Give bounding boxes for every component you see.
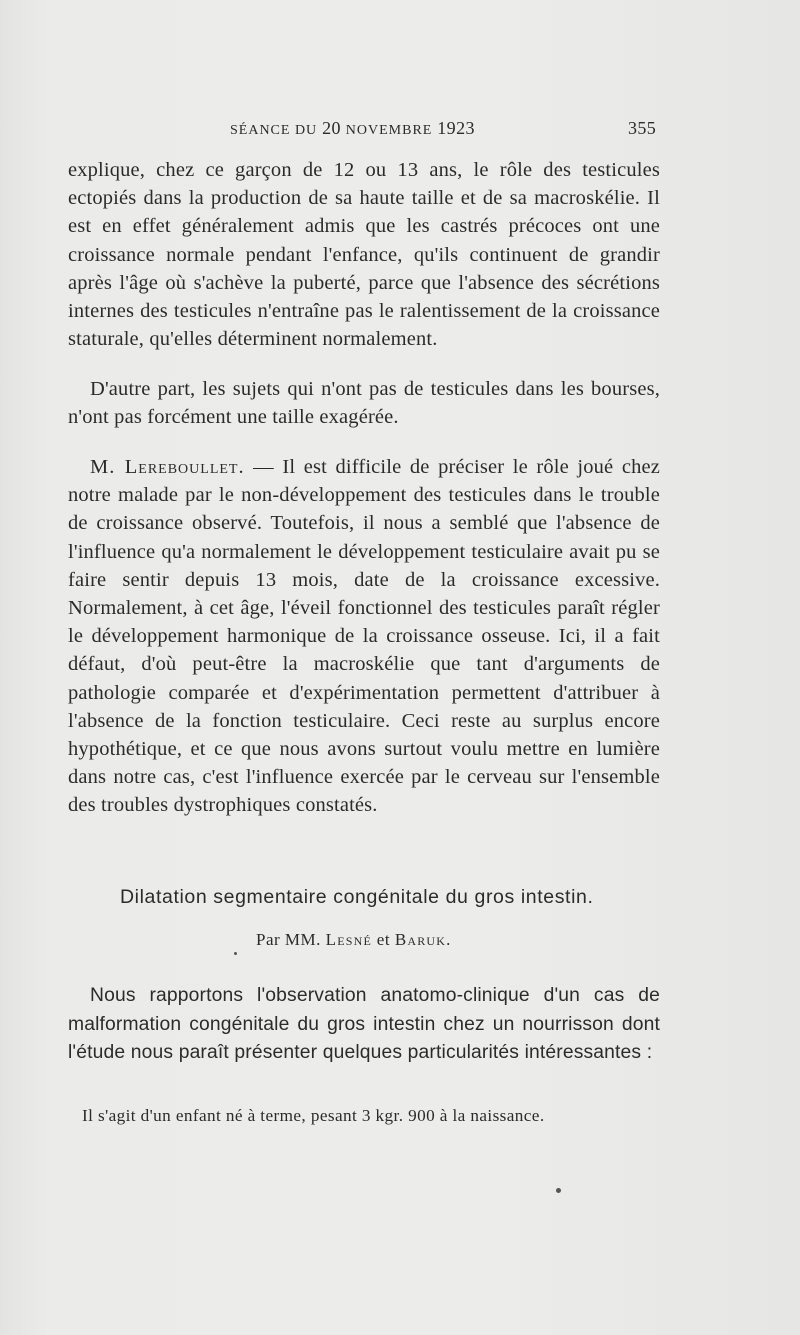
print-speck bbox=[234, 952, 237, 955]
authors-prefix: Par MM. bbox=[256, 930, 321, 949]
paragraph-3 bbox=[68, 453, 660, 820]
header-title bbox=[230, 118, 475, 139]
section-title: Dilatation segmentaire congénitale du gros intestin. bbox=[120, 886, 594, 908]
paragraph-2 bbox=[68, 375, 660, 431]
paragraph-1-text: explique, chez ce garçon de 12 ou 13 ans, le rôle des testicules ectopiés dans la production de sa haute taille et de sa macroskélie. Il est en effet généralement admis que les castrés précoces ont une croissance normale pendant l'enfance, qu'ils continuent de grandir après l'âge où s'achève la puberté, parce que l'absence des sécrétions internes des testicules n'entraîne pas le ralentissement de la croissance staturale, qu'elles déterminent normalement. bbox=[68, 159, 660, 351]
author-2: Baruk. bbox=[394, 930, 452, 949]
header-day: 20 bbox=[322, 118, 341, 138]
page-number: 355 bbox=[628, 118, 657, 138]
print-speck bbox=[556, 1188, 561, 1193]
header-seance: SÉANCE DU bbox=[230, 123, 318, 138]
header-year: 1923 bbox=[437, 118, 475, 138]
section-authors bbox=[256, 930, 452, 950]
authors-conjunction: et bbox=[376, 930, 391, 949]
paragraph-4-text: Nous rapportons l'observation anatomo-clinique d'un cas de malformation congénitale du gros intestin chez un nourrisson dont l'étude nous paraît présenter quelques particularités intéressantes : bbox=[68, 985, 660, 1064]
header-month: NOVEMBRE bbox=[345, 123, 433, 138]
discussion-text: — Il est difficile de préciser le rôle joué chez notre malade par le non-développement des testicules dans le trouble de croissance observé. Toutefois, il nous a semblé que l'absence de l'influence qu'a normalement le développement testiculaire avait pu se faire sentir depuis 13 mois, date de la croissance excessive. Normalement, à cet âge, l'éveil fonctionnel des testicules paraît régler le développement harmonique de la croissance osseuse. Ici, il a fait défaut, d'où peut-être la macroskélie que tant d'arguments de pathologie comparée et d'expérimentation permettent d'attribuer à l'absence de la fonction testiculaire. Ceci reste au surplus encore hypothétique, et ce que nous avons surtout voulu mettre en lumière dans notre cas, c'est l'influence exercée par le cerveau sur l'ensemble des troubles dystrophiques constatés. bbox=[68, 456, 660, 817]
paragraph-4 bbox=[68, 982, 660, 1068]
author-1: Lesné bbox=[325, 930, 373, 949]
discussion-paragraph bbox=[68, 453, 660, 820]
paragraph-2-text: D'autre part, les sujets qui n'ont pas de testicules dans les bourses, n'ont pas forcément une taille exagérée. bbox=[68, 378, 660, 429]
paragraph-5-text: Il s'agit d'un enfant né à terme, pesant 3 kgr. 900 à la naissance. bbox=[82, 1106, 545, 1125]
speaker-name: M. Lereboullet. bbox=[90, 456, 245, 478]
paragraph-5 bbox=[82, 1106, 662, 1126]
paragraph-1 bbox=[68, 156, 660, 353]
